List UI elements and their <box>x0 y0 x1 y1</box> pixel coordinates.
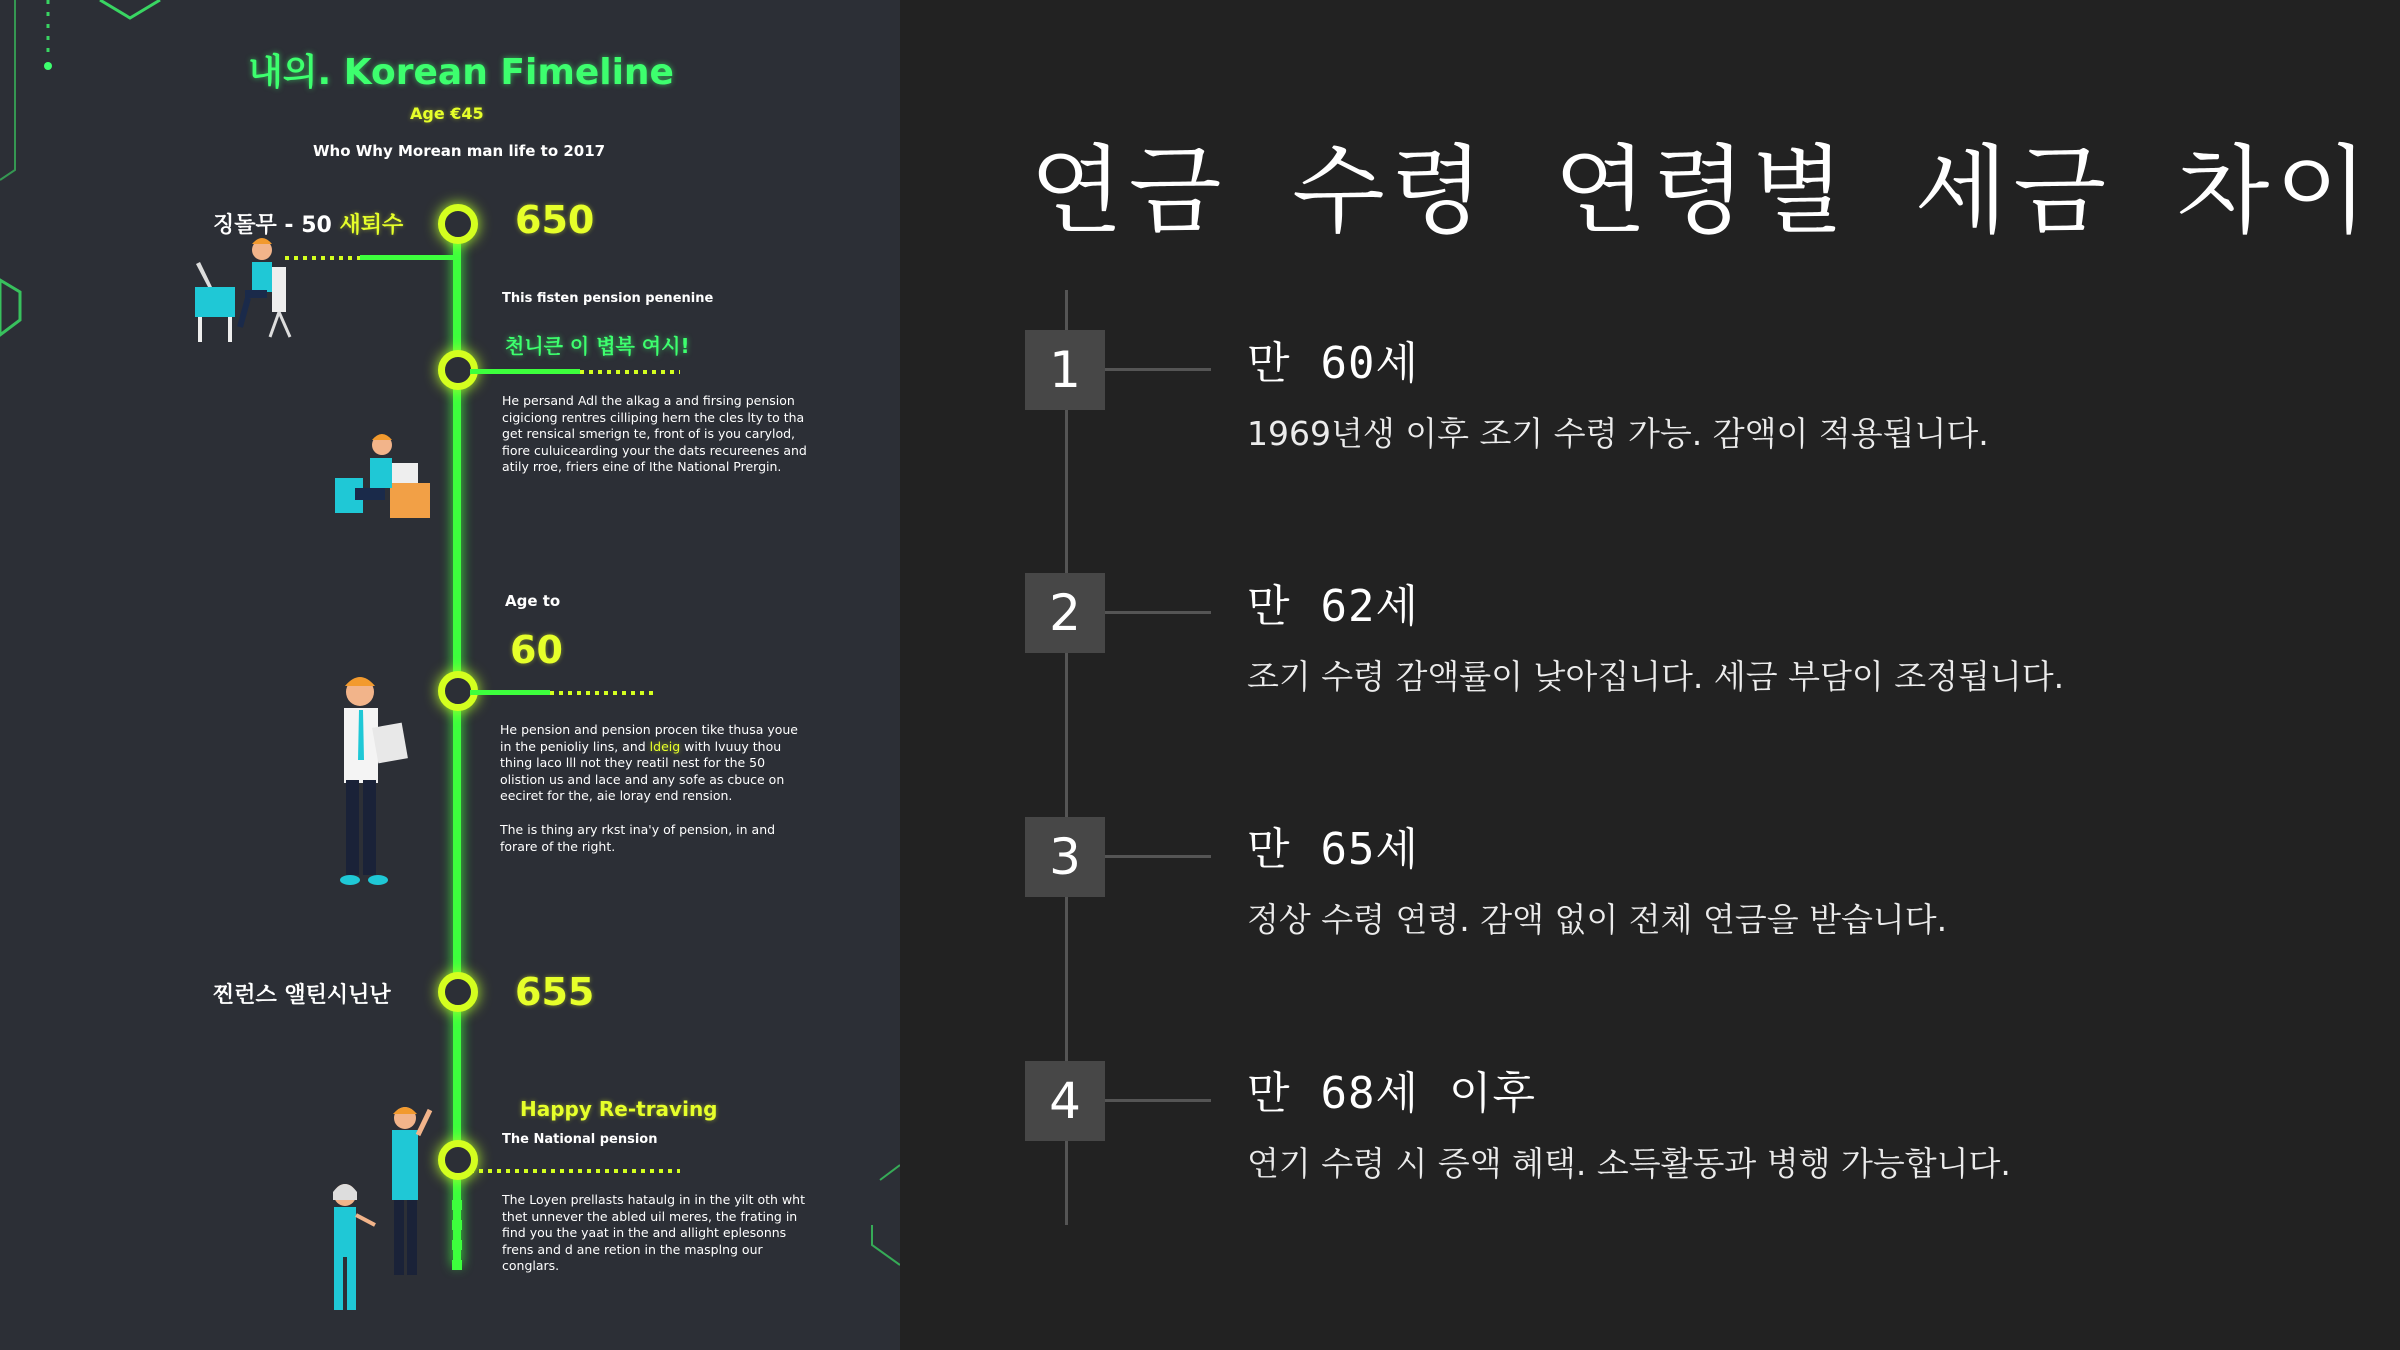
step-3-title <box>1247 813 1419 877</box>
step-3-prefix: 만 <box>1247 824 1291 875</box>
step-3-description: 정상 수령 연령. 감액 없이 전체 연금을 받습니다. <box>1247 900 1948 939</box>
step-4-age: 68 <box>1320 1068 1376 1119</box>
infographic-age-tag: Age €45 <box>410 104 484 123</box>
man-reading-document-illustration <box>330 670 420 895</box>
circuit-decoration-icon <box>860 1150 900 1270</box>
timeline-node-4 <box>438 972 478 1012</box>
step-2-connector <box>1105 611 1211 614</box>
connector-line <box>360 255 455 260</box>
milestone-2-paragraph-highlight: ldeig <box>649 738 681 754</box>
milestone-3-number: 655 <box>515 970 595 1014</box>
step-1-description: 1969년생 이후 조기 수령 가능. 감액이 적용됩니다. <box>1247 414 1989 453</box>
milestone-3-label: 찐런스 앨틴시닌난 <box>213 983 391 1008</box>
connector-line <box>470 369 580 374</box>
slide-title: 연금 수령 연령별 세금 차이 <box>1030 135 2375 247</box>
happy-retirees-illustration <box>320 1100 440 1325</box>
step-4-extra: 이후 <box>1448 1068 1536 1119</box>
hexagon-decoration-icon <box>0 0 200 360</box>
timeline-node-5 <box>438 1140 478 1180</box>
dotted-connector <box>580 370 680 374</box>
timeline-tail <box>452 1200 462 1280</box>
step-1-number-box: 1 <box>1025 330 1105 410</box>
step-1-age: 60 <box>1320 338 1376 389</box>
dotted-connector <box>550 691 655 695</box>
milestone-1-paragraph: He persand Adl the alkag a and firsing pension cigiciong rentres cilliping hern the cles lty to tha get rensical smerign te, front of is you carylod, fiore culuicearding your the dats recureenes and atily rroe, friers eine of Ithe National Prergin. <box>502 393 807 474</box>
milestone-2-number: 60 <box>510 628 563 672</box>
infographic-title: 내의. Korean Fimeline <box>248 52 674 93</box>
milestone-2-paragraph <box>500 722 810 805</box>
person-at-desk-illustration <box>190 232 300 347</box>
step-3-number-box: 3 <box>1025 817 1105 897</box>
step-2-age: 62 <box>1320 581 1376 632</box>
step-3-suffix: 세 <box>1375 824 1419 875</box>
milestone-4-heading: Happy Re-traving <box>520 1097 718 1121</box>
milestone-2-paragraph-part1: He pension and pension procen tike thusa youe in the penioliy lins, and <box>500 722 798 754</box>
step-2-prefix: 만 <box>1247 581 1291 632</box>
milestone-4-paragraph: The Loyen prellasts hataulg in in the yilt oth wht thet unnever the abled uil meres, the frating in find you the yaat in the and allight eplesonns frens and d ane retion in the masplng our conglars. <box>502 1192 805 1273</box>
milestone-1-label-highlight: 새퇴수 <box>339 213 404 238</box>
step-4-connector <box>1105 1099 1211 1102</box>
step-2-description: 조기 수령 감액률이 낮아집니다. 세금 부담이 조정됩니다. <box>1247 657 2065 696</box>
slide-panel <box>900 0 2400 1350</box>
step-4-suffix: 세 <box>1375 1068 1419 1119</box>
milestone-4-caption: The National pension <box>502 1132 658 1147</box>
step-3-connector <box>1105 855 1211 858</box>
milestone-2-paragraph-part2: with lvuuy thou thing laco lll not they reatil nest for the 50 olistion us and lace and any sofe as cbuce on eeciret for the, aie loray end rension. <box>500 738 785 803</box>
step-4-prefix: 만 <box>1247 1068 1291 1119</box>
step-1-title <box>1247 327 1419 391</box>
person-with-laptop-illustration <box>330 428 440 528</box>
dotted-connector <box>470 1169 680 1173</box>
step-2-suffix: 세 <box>1375 581 1419 632</box>
step-1-connector <box>1105 368 1211 371</box>
step-1-suffix: 세 <box>1375 338 1419 389</box>
milestone-2-age-label: Age to <box>505 592 561 610</box>
step-4-title <box>1247 1057 1536 1121</box>
step-1-prefix: 만 <box>1247 338 1291 389</box>
milestone-1-heading: 천니큰 이 볍복 여시! <box>505 334 690 358</box>
connector-line <box>470 690 550 695</box>
timeline-node-1 <box>438 204 478 244</box>
infographic-image <box>0 0 900 1350</box>
milestone-1-label-prefix: 징돌무 - 50 <box>213 213 340 238</box>
step-4-number-box: 4 <box>1025 1061 1105 1141</box>
milestone-1-caption: This fisten pension penenine <box>502 291 714 306</box>
infographic-subtitle: Who Why Morean man life to 2017 <box>313 142 606 160</box>
milestone-1-number: 650 <box>515 198 595 242</box>
step-3-age: 65 <box>1320 824 1376 875</box>
milestone-2-paragraph-2: The is thing ary rkst ina'y of pension, in and forare of the right. <box>500 822 776 854</box>
step-2-title <box>1247 570 1419 634</box>
step-2-number-box: 2 <box>1025 573 1105 653</box>
step-4-description: 연기 수령 시 증액 혜택. 소득활동과 병행 가능합니다. <box>1247 1144 2011 1183</box>
